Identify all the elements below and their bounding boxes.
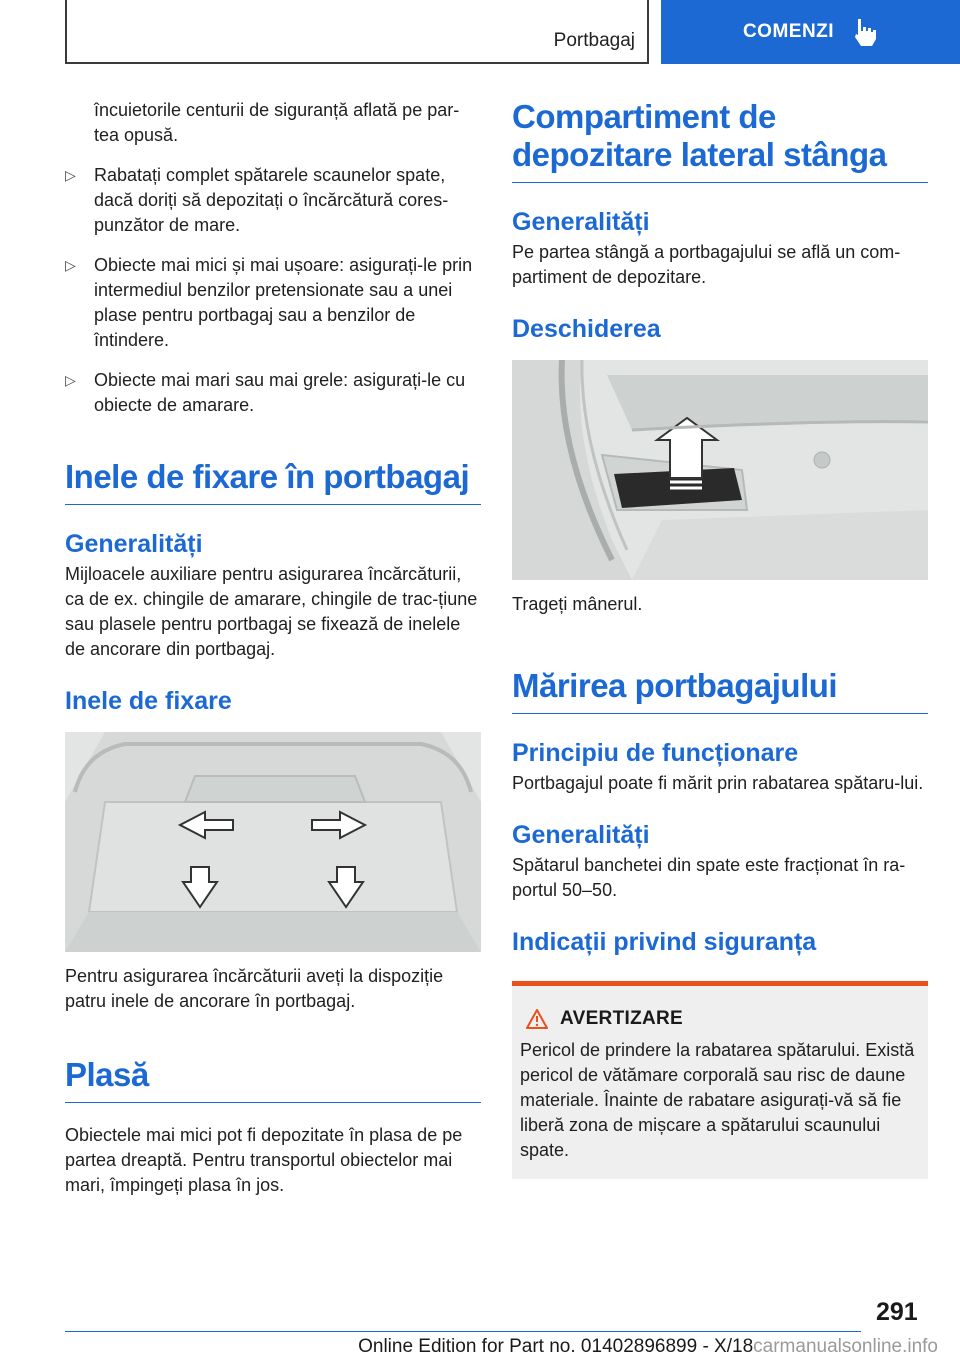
right-column — [512, 98, 928, 1179]
heading-rule — [65, 504, 481, 505]
bullet-triangle-icon: ▷ — [65, 372, 76, 388]
watermark: carmanualsonline.info — [753, 1336, 938, 1357]
paragraph: Obiectele mai mici pot fi depozitate în plasa de pe partea dreaptă. Pentru transportul obiectelor mai mari, împingeți plasa în jos. — [65, 1125, 463, 1195]
subheading-general: Generalități — [512, 208, 650, 236]
bullet-text: Rabatați complet spătarele scaunelor spate, dacă doriți să depozitați o încărcătură cores-punzător de mare. — [94, 165, 449, 235]
pointing-hand-icon — [852, 17, 878, 47]
list-item — [65, 163, 481, 238]
footer-rule — [65, 1331, 861, 1332]
bullet-text: Obiecte mai mari sau mai grele: asigurați-le cu obiecte de amarare. — [94, 370, 466, 415]
left-column — [65, 98, 481, 1198]
warning-text: Pericol de prindere la rabatarea spătarului. Există pericol de vătămare corporală sau risc de daune materiale. Înainte de rabatare asigurați-vă să fie liberă zona de mișcare a spătarului scaunului spate. — [520, 1040, 915, 1160]
paragraph: Portbagajul poate fi mărit prin rabatarea spătaru-lui. — [512, 773, 924, 793]
list-item — [65, 253, 481, 353]
subheading-general: Generalități — [65, 530, 203, 558]
bullet-triangle-icon: ▷ — [65, 257, 76, 273]
subheading-general: Generalități — [512, 821, 650, 849]
warning-triangle-icon — [526, 1009, 548, 1029]
warning-title: AVERTIZARE — [560, 1008, 683, 1029]
trunk-rings-illustration — [65, 732, 481, 952]
comenzi-tab[interactable] — [661, 0, 960, 64]
paragraph: Mijloacele auxiliare pentru asigurarea încărcăturii, ca de ex. chingile de amarare, chingile de trac-țiune sau plasele pentru portbagaj se fixează de inelele de ancorare din portbagaj. — [65, 564, 478, 659]
image-caption: Pentru asigurarea încărcăturii aveți la dispoziție patru inele de ancorare în portbagaj. — [65, 966, 444, 1011]
subheading-fixing-rings: Inele de fixare — [65, 687, 232, 715]
intro-continuation: încuietorile centurii de siguranță aflată pe par-tea opusă. — [94, 100, 460, 145]
section-title: Portbagaj — [553, 30, 635, 51]
section-heading-enlarge-trunk: Mărirea portbagajului — [512, 667, 838, 704]
warning-header — [520, 1008, 920, 1030]
image-caption: Trageți mânerul. — [512, 594, 643, 614]
page-number: 291 — [876, 1298, 918, 1326]
warning-box — [512, 981, 928, 1179]
heading-rule — [512, 182, 928, 183]
bullet-triangle-icon: ▷ — [65, 167, 76, 183]
subheading-principle: Principiu de funcționare — [512, 739, 799, 767]
section-heading-net: Plasă — [65, 1056, 149, 1093]
subheading-safety: Indicații privind siguranța — [512, 928, 817, 956]
section-heading-storage-compartment: Compartiment de depozitare lateral stânga — [512, 98, 887, 173]
footer-text — [358, 1336, 938, 1358]
paragraph: Spătarul banchetei din spate este fracționat în ra-portul 50–50. — [512, 855, 906, 900]
header-box — [65, 0, 649, 64]
storage-handle-illustration — [512, 360, 928, 580]
heading-rule — [65, 1102, 481, 1103]
heading-rule — [512, 713, 928, 714]
section-heading-fixing-rings: Inele de fixare în portbagaj — [65, 458, 470, 495]
paragraph: Pe partea stângă a portbagajului se află un com-partiment de depozitare. — [512, 242, 901, 287]
subheading-opening: Deschiderea — [512, 315, 661, 343]
comenzi-tab-label: COMENZI — [742, 21, 835, 42]
edition-text: Online Edition for Part no. 01402896899 - X/18 — [358, 1336, 754, 1357]
list-item — [65, 368, 481, 418]
bullet-text: Obiecte mai mici și mai ușoare: asigurați-le prin intermediul benzilor pretensionate sau a unei plase pentru portbagaj sau a benzilor de întindere. — [94, 255, 473, 350]
